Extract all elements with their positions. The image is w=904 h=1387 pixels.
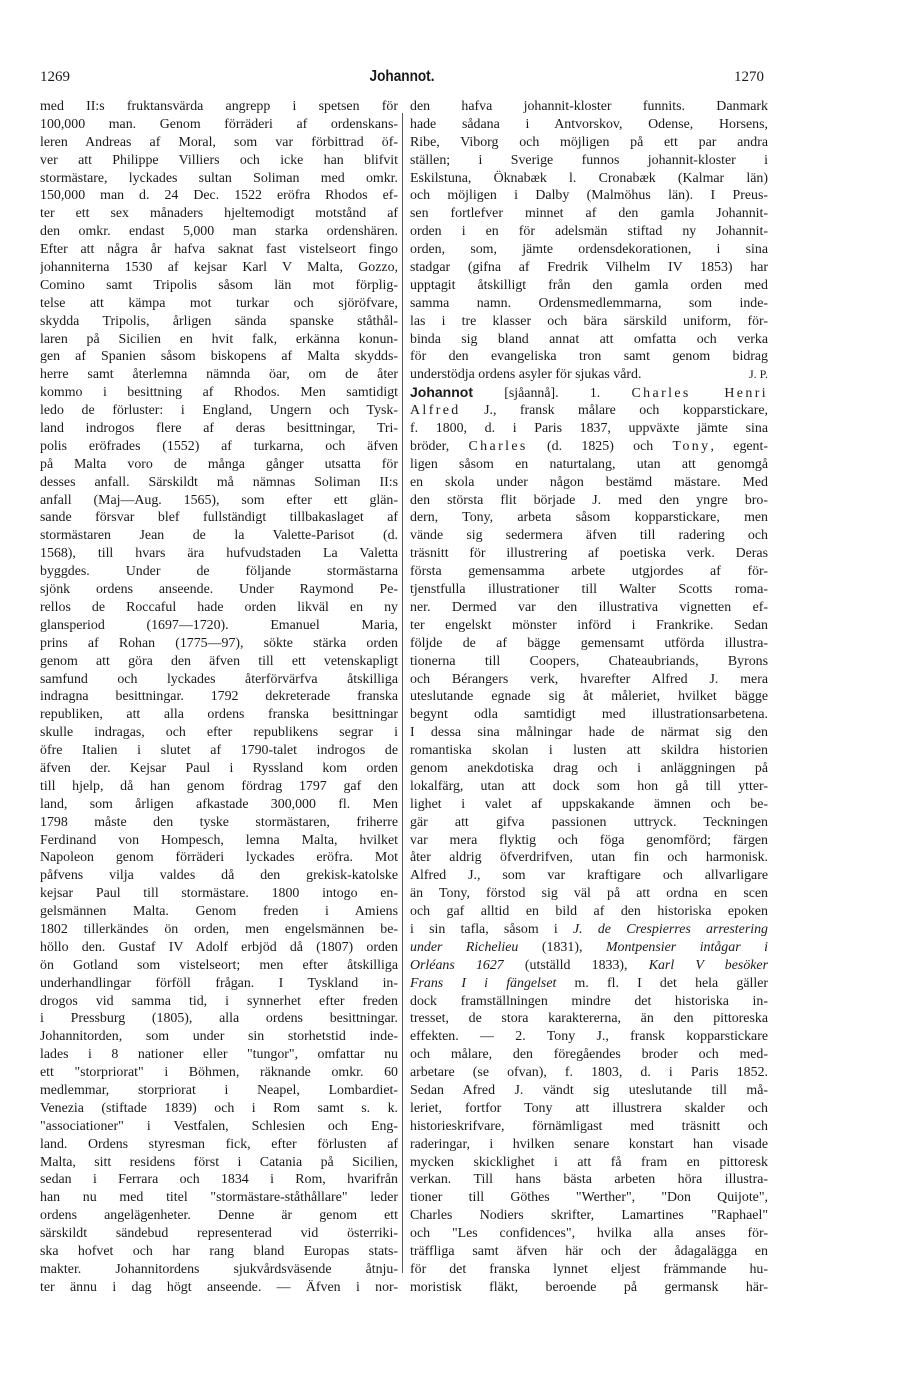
text-line: herre samt återlemna nämnda öar, om de åter bbox=[40, 367, 398, 383]
text-line: var mera flyktig och föga genomförd; färgen bbox=[410, 832, 768, 848]
left-column bbox=[40, 98, 398, 1297]
text-line: ledo de förluster: i England, Ungern och Tysk- bbox=[40, 403, 398, 419]
text-line: land indrogos flere af deras besittningar, Tri- bbox=[40, 421, 398, 437]
text-line: leriet, fortfor Tony att illustrera skalder och bbox=[410, 1100, 768, 1116]
text-span: i sin tafla, såsom i bbox=[410, 921, 573, 937]
text-line: Johannitorden, som under sin storhetstid inde- bbox=[40, 1029, 398, 1045]
text-line: 1798 måste den tyske stormästaren, friherre bbox=[40, 814, 398, 830]
text-line: republiken, att alla ordens franska besittningar bbox=[40, 707, 398, 723]
text-span: (utställd 1833), bbox=[503, 957, 649, 973]
text-line: tresset, de stora karaktererna, än den pittoreska bbox=[410, 1011, 768, 1027]
right-column bbox=[410, 98, 768, 1297]
text-line: stormästaren Jean de la Valette-Parisot (d. bbox=[40, 528, 398, 544]
text-line: och gaf alltid en bild af den historiska epoken bbox=[410, 904, 768, 920]
entry-pronunciation: [sjåannå]. 1. bbox=[473, 386, 632, 402]
text-line: den största flit började J. med den yngre bro- bbox=[410, 492, 768, 508]
text-line: genom anekdotiska drag och i anläggningen på bbox=[410, 760, 768, 776]
text-line: lades i 8 nationer eller "tungor", omfattar nu bbox=[40, 1047, 398, 1063]
text-line bbox=[410, 402, 768, 420]
text-line: åter aldrig öfverdrifven, utan fin och harmonisk. bbox=[410, 850, 768, 866]
text-line: tioner till Göthes "Werther", "Don Quijote", bbox=[410, 1190, 768, 1206]
work-title: Karl V besöker bbox=[648, 957, 768, 973]
text-line bbox=[410, 438, 768, 456]
text-line: äfven der. Kejsar Paul i Ryssland kom orden bbox=[40, 760, 398, 776]
text-line: ett "storpriorat" i Böhmen, räknande omkr. 60 bbox=[40, 1065, 398, 1081]
text-line: Venezia (stiftade 1839) och i Rom samt s. k. bbox=[40, 1100, 398, 1116]
text-line: orden, som, jämte ordensdekorationen, i sina bbox=[410, 242, 768, 258]
page-number-right: 1270 bbox=[734, 69, 764, 85]
text-line: Napoleon genom förräderi lyckades eröfra. Mot bbox=[40, 850, 398, 866]
text-line: träffliga samt äfven här och der ådagalägga en bbox=[410, 1244, 768, 1259]
text-line: sjönk ordens anseende. Under Raymond Pe- bbox=[40, 582, 398, 598]
text-line: för det franska lynnet eljest främmande hu- bbox=[410, 1261, 768, 1277]
text-line: binda sig bland annat att omfatta och verka bbox=[410, 331, 768, 347]
text-line: Alfred J., som var kraftigare och allvarligare bbox=[410, 868, 768, 884]
text-line: raderingar, i hvilken senare konstart han visade bbox=[410, 1136, 768, 1152]
text-line: Sedan Afred J. vändt sig uteslutande till må- bbox=[410, 1082, 768, 1098]
text-line: moristisk fläkt, beroende på germansk här- bbox=[410, 1279, 768, 1295]
text-line: indragna besittningar. 1792 dekreterade franska bbox=[40, 689, 398, 705]
text-line: prins af Rohan (1775—97), sökte stärka orden bbox=[40, 635, 398, 651]
text-line: än Tony, förstod sig väl på att ordna en scen bbox=[410, 886, 768, 902]
column-divider bbox=[402, 113, 403, 1273]
work-title: J. de Crespierres arrestering bbox=[572, 921, 768, 937]
text-line bbox=[410, 939, 768, 957]
text-line bbox=[410, 366, 768, 384]
text-line: Charles Nodiers skrifter, Lamartines "Raphael" bbox=[410, 1208, 768, 1224]
text-line: leren Andreas af Moral, som var förbittrad öf- bbox=[40, 134, 398, 150]
text-line: effekten. — 2. Tony J., fransk kopparstickare bbox=[410, 1029, 768, 1045]
text-line: genom att göra den äfven till ett vetenskapligt bbox=[40, 653, 398, 669]
text-line: höllo den. Gustaf IV Adolf erbjöd då (1807) orden bbox=[40, 939, 398, 955]
text-line: ställen; i Sverige funnos johannit-kloster i bbox=[410, 152, 768, 168]
text-line: kejsar Paul till stormästare. 1800 intogo en- bbox=[40, 886, 398, 902]
text-line: I dessa sina målningar hade de närmat sig den bbox=[410, 725, 768, 741]
text-line: glansperiod (1697—1720). Emanuel Maria, bbox=[40, 617, 398, 633]
text-line: Ferdinand von Hompesch, lemna Malta, hvilket bbox=[40, 832, 398, 848]
text-line: ter ett sex månaders hjeltemodigt motstånd af bbox=[40, 206, 398, 222]
text-line: i Pressburg (1805), alla ordens besittningar. bbox=[40, 1011, 398, 1027]
text-line: och möjligen i Dalby (Malmöhus län). I Preus- bbox=[410, 188, 768, 204]
text-line: ordens angelägenheter. Denne är genom ett bbox=[40, 1208, 398, 1224]
work-title: under Richelieu bbox=[410, 939, 519, 955]
text-line: gen af Spanien såsom biskopens af Malta skydds- bbox=[40, 349, 398, 365]
text-span: (1831), bbox=[518, 939, 606, 955]
text-line-content: understödja ordens asyler för sjukas vård. bbox=[410, 367, 642, 383]
text-line: samma namn. Ordensmedlemmarna, som inde- bbox=[410, 295, 768, 311]
author-signature: J. P. bbox=[748, 367, 768, 382]
text-line: på Malta voro de många gånger utsatta för bbox=[40, 456, 398, 472]
text-line: första gemensamma arbete utgjordes af för- bbox=[410, 564, 768, 580]
text-line: och "Les confidences", hvilka alla anses för- bbox=[410, 1226, 768, 1242]
text-line: med II:s fruktansvärda angrepp i spetsen för bbox=[40, 99, 398, 114]
text-line: gelsmännen Malta. Genom freden i Amiens bbox=[40, 904, 398, 920]
text-line: den omkr. endast 5,000 man starka ordenshären. bbox=[40, 224, 398, 240]
name-charles: Charles bbox=[468, 438, 528, 454]
text-line: ter engelskt mönster införd i Frankrike. Sedan bbox=[410, 617, 768, 633]
text-line: historieskrifvare, förnämligast med träsnitt och bbox=[410, 1118, 768, 1134]
text-line: han nu med titel "stormästare-ståthållare" leder bbox=[40, 1190, 398, 1206]
text-line: land. Ordens styresman fick, efter förlusten af bbox=[40, 1136, 398, 1152]
entry-name-2: Alfred bbox=[410, 403, 461, 419]
text-line: ligen såsom en naturtalang, utan att genomgå bbox=[410, 456, 768, 472]
text-line: las i tre klasser och bära särskild uniform, för- bbox=[410, 313, 768, 329]
text-line: johanniterna 1530 af kejsar Karl V Malta, Gozzo, bbox=[40, 260, 398, 276]
text-line: dock framställningen mindre det historiska in- bbox=[410, 993, 768, 1009]
text-line: byggdes. Under de följande stormästarna bbox=[40, 564, 398, 580]
text-line: Malta, sitt residens först i Catania på Sicilien, bbox=[40, 1154, 398, 1170]
text-span: , egent- bbox=[710, 438, 768, 454]
text-span: J., fransk målare och kopparstickare, bbox=[460, 403, 768, 419]
work-title: Orléans 1627 bbox=[410, 957, 504, 973]
text-line: tjenstfulla illustrationer till Walter Scotts roma- bbox=[410, 582, 768, 598]
text-line: lighet i valet af uppskakande ämnen och be- bbox=[410, 796, 768, 812]
text-line: tionerna till Coopers, Chateaubriands, Byrons bbox=[410, 653, 768, 669]
text-line: skulle indragas, och efter republikens segrar i bbox=[40, 725, 398, 741]
text-line: desses anfall. Särskildt må nämnas Soliman II:s bbox=[40, 474, 398, 490]
text-line: sande försvar blef fullständigt tillbakaslaget af bbox=[40, 510, 398, 526]
text-line: Eskilstuna, Öknabæk l. Cronabæk (Kalmar län) bbox=[410, 170, 768, 186]
text-line bbox=[410, 957, 768, 975]
text-line: f. 1800, d. i Paris 1837, uppväxte jämte sina bbox=[410, 421, 768, 437]
text-line: skydda Tripolis, årligen sända spanske ståthål- bbox=[40, 313, 398, 329]
text-line: begynt odla samtidigt med illustrationsarbetena. bbox=[410, 707, 768, 723]
text-line: öfre Italien i slutet af 1790-talet indrogos de bbox=[40, 743, 398, 759]
text-line: sen fortlefver minnet af den gamla Johannit- bbox=[410, 206, 768, 222]
text-line: Efter att några år hafva saknat fast vistelseort fingo bbox=[40, 242, 398, 258]
text-line: makter. Johannitordens sjukvårdsväsende åtnju- bbox=[40, 1261, 398, 1277]
text-line: romantiska skolan i lusten att skildra historien bbox=[410, 743, 768, 759]
work-title: Frans I i fängelset bbox=[410, 975, 557, 991]
running-title: Johannot. bbox=[369, 68, 435, 85]
text-line: ter ännu i dag högt anseende. — Äfven i nor- bbox=[40, 1279, 398, 1295]
text-line: träsnitt för illustrering af poetiska verk. Deras bbox=[410, 546, 768, 562]
text-line: underhandlingar förföll frågan. I Tyskland in- bbox=[40, 975, 398, 991]
page-header bbox=[40, 66, 764, 88]
text-line: stadgar (gifna af Fredrik Vilhelm IV 1853) har bbox=[410, 260, 768, 276]
text-line: laren på Sicilien en hvit falk, erkänna konun- bbox=[40, 331, 398, 347]
text-line: "associationer" i Vestfalen, Schlesien och Eng- bbox=[40, 1118, 398, 1134]
text-line: drogos vid samma tid, i synnerhet efter freden bbox=[40, 993, 398, 1009]
text-line: uteslutande egnade sig åt måleriet, hvilket bägge bbox=[410, 689, 768, 705]
text-line: mycken skicklighet i att få fram en pittoresk bbox=[410, 1154, 768, 1170]
text-line: en skola under någon bestämd mästare. Med bbox=[410, 474, 768, 490]
text-line: verkan. Till hans bästa arbeten höra illustra- bbox=[410, 1172, 768, 1188]
entry-first-line bbox=[410, 384, 768, 402]
text-line: dern, Tony, arbeta såsom kopparstickare, men bbox=[410, 510, 768, 526]
text-line: påfvens vilja valdes då den grekisk-katolske bbox=[40, 868, 398, 884]
entry-name-1: Charles Henri bbox=[631, 386, 768, 402]
text-line: kommo i besittning af Rhodos. Men samtidigt bbox=[40, 385, 398, 401]
work-title: Montpensier intågar i bbox=[605, 939, 768, 955]
text-line: Comino samt Tripolis såsom län mot förplig- bbox=[40, 277, 398, 293]
text-span: (d. 1825) och bbox=[527, 438, 673, 454]
text-line: vände sig sedermera äfven till radering och bbox=[410, 528, 768, 544]
text-line: ön Gotland som vistelseort; men efter åtskilliga bbox=[40, 957, 398, 973]
text-line: arbetare (se ofvan), f. 1803, d. i Paris 1852. bbox=[410, 1065, 768, 1081]
text-line: särskildt sändebud representerad vid österriki- bbox=[40, 1226, 398, 1242]
text-line: rellos de Roccaful hade orden likväl en ny bbox=[40, 599, 398, 615]
text-line: polis eröfrades (1552) af turkarna, och äfven bbox=[40, 438, 398, 454]
text-line: 150,000 man d. 24 Dec. 1522 eröfra Rhodos ef- bbox=[40, 188, 398, 204]
text-line: upptagit åtskilligt från den gamla orden med bbox=[410, 277, 768, 293]
text-line: sedan i Ferrara och 1834 i Rom, hvarifrån bbox=[40, 1172, 398, 1188]
text-line: och Bérangers verk, hvarefter Alfred J. mera bbox=[410, 671, 768, 687]
name-tony: Tony bbox=[672, 438, 711, 454]
text-line: ver att Philippe Villiers och icke han blifvit bbox=[40, 152, 398, 168]
text-line: medlemmar, storpriorat i Neapel, Lombardiet- bbox=[40, 1082, 398, 1098]
text-line: för den evangeliska tron samt genom bidrag bbox=[410, 349, 768, 365]
text-line: telse att kämpa mot turkar och sjöröfvare, bbox=[40, 295, 398, 311]
text-line bbox=[410, 975, 768, 993]
text-line: följde de af bägge gemensamt utförda illustra- bbox=[410, 635, 768, 651]
text-line: samfund och lyckades återförvärfva åtskilliga bbox=[40, 671, 398, 687]
text-line: ska hofvet och har rang bland Europas stats- bbox=[40, 1244, 398, 1259]
text-line: gär att gifva passionen uttryck. Teckningen bbox=[410, 814, 768, 830]
text-line: ner. Dermed var den illustrativa vignetten ef- bbox=[410, 599, 768, 615]
page-number-left: 1269 bbox=[40, 69, 70, 85]
entry-headword: Johannot bbox=[410, 384, 473, 401]
text-line: orden i en för adelsmän stiftad ny Johannit- bbox=[410, 224, 768, 240]
text-line: anfall (Maj—Aug. 1565), som efter ett glän- bbox=[40, 492, 398, 508]
text-line: lokalfärg, utan att dock som hon gå till ytter- bbox=[410, 778, 768, 794]
text-line: och målare, den föregåendes broder och med- bbox=[410, 1047, 768, 1063]
text-line: land, som årligen afkastade 300,000 fl. Men bbox=[40, 796, 398, 812]
text-line: Ribe, Viborg och möjligen på ett par andra bbox=[410, 134, 768, 150]
text-line: 100,000 man. Genom förräderi af ordenskans- bbox=[40, 116, 398, 132]
text-span: m. fl. I det hela gäller bbox=[556, 975, 768, 991]
text-line: 1568), till hvars ära hufvudstaden La Valetta bbox=[40, 546, 398, 562]
text-span: bröder, bbox=[410, 438, 469, 454]
text-line: 1802 tillerkändes ön orden, men engelsmännen be- bbox=[40, 921, 398, 937]
text-line bbox=[410, 921, 768, 939]
text-line: hade sådana i Antvorskov, Odense, Horsens, bbox=[410, 116, 768, 132]
text-line: stormästare, lyckades sultan Soliman med omkr. bbox=[40, 170, 398, 186]
text-line: till hjelp, då han genom fördrag 1797 gaf den bbox=[40, 778, 398, 794]
text-line: den hafva johannit-kloster funnits. Danmark bbox=[410, 99, 768, 114]
